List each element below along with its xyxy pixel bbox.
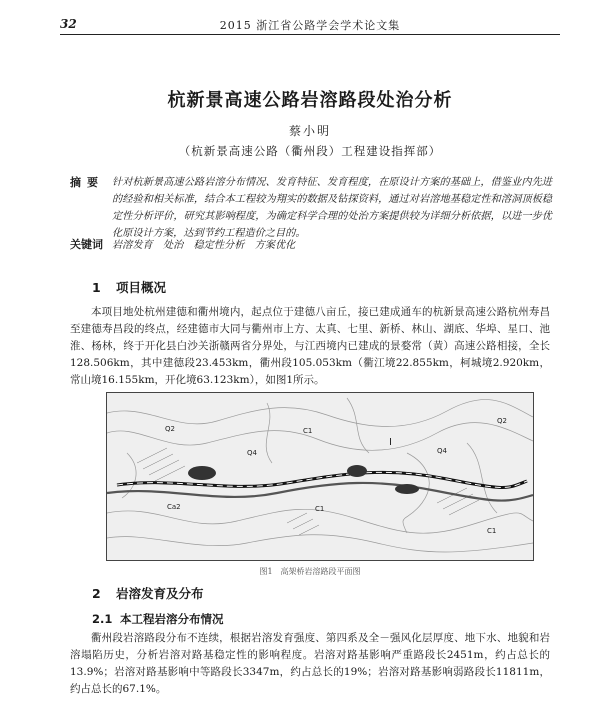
map-label: Q4	[437, 447, 447, 455]
paper-title: 杭新景高速公路岩溶路段处治分析	[167, 90, 453, 111]
affiliation: （杭新景高速公路（衢州段）工程建设指挥部）	[178, 144, 442, 158]
page-number: 32	[60, 17, 77, 31]
author: 蔡小明	[288, 124, 331, 138]
section-number: 2	[92, 586, 101, 601]
abstract-text: 针对杭新景高速公路岩溶分布情况、发育特征、发育程度，在原设计方案的基础上，借鉴业内先进的经验和相关标准，结合本工程较为翔实的数据及钻探资料，通过对岩溶地基稳定性和溶洞顶板稳定性分析评价，研究其影响程度，为确定科学合理的处治方案提供较为详细分析依据，以进一步优化原设计方案，达到节约工程造价之目的。	[112, 177, 552, 239]
section-heading-2	[92, 584, 204, 602]
section-heading-1	[92, 278, 166, 296]
map-label: C1	[315, 505, 325, 513]
figure-caption-text: 高架桥岩溶路段平面图	[280, 567, 361, 576]
route-map-figure	[106, 392, 534, 561]
map-label: C1	[303, 427, 313, 435]
section-2-paragraph: 衢州段岩溶路段分布不连续，根据岩溶发育强度、第四系及全－强风化层厚度、地下水、地貌和岩溶塌陷历史，分析岩溶对路基稳定性的影响程度。岩溶对路基影响严重路段长2451m，约占总长的13.9%；岩溶对路基影响中等路段长3347m，约占总长的19%；岩溶对路基影响弱路段长11811m，约占总长的67.1%。	[70, 632, 550, 695]
subsection-heading-2-1	[92, 611, 224, 627]
map-label: I	[389, 437, 392, 448]
running-header	[60, 14, 560, 35]
map-label: Ca2	[167, 503, 181, 511]
map-label: C1	[487, 527, 497, 535]
keywords-text: 岩溶发育 处治 稳定性分析 方案优化	[112, 240, 296, 251]
map-label: Q2	[165, 425, 175, 433]
subsection-number: 2.1	[92, 612, 113, 626]
abstract-label: 摘要	[70, 176, 104, 189]
section-1-paragraph: 本项目地处杭州建德和衢州境内，起点位于建德八亩丘，接已建成通车的杭新景高速公路杭州寿昌至建德寿昌段的终点，经建德市大同与衢州市上方、太真、七里、新桥、林山、湖底、华埠、星口、池淮、杨林，终于开化县白沙关浙赣两省分界处，与江西境内已建成的景婺常（黄）高速公路相接，全长128.506km，其中建德段23.453km，衢州段105.053km（衢江境22.855km，柯城境2.920km，常山境16.155km，开化境63.123km），如图1所示。	[70, 306, 550, 386]
map-label: Q2	[497, 417, 507, 425]
map-label: Q4	[247, 449, 257, 457]
section-number: 1	[92, 280, 101, 295]
journal-name: 2015 浙江省公路学会学术论文集	[219, 19, 401, 32]
section-title: 项目概况	[116, 280, 167, 295]
keywords-label: 关键词	[70, 238, 103, 251]
figure-number: 图1	[259, 567, 273, 576]
figure-caption	[60, 566, 560, 577]
route-map	[107, 393, 533, 560]
subsection-title: 本工程岩溶分布情况	[120, 612, 224, 626]
section-title: 岩溶发育及分布	[116, 586, 204, 601]
